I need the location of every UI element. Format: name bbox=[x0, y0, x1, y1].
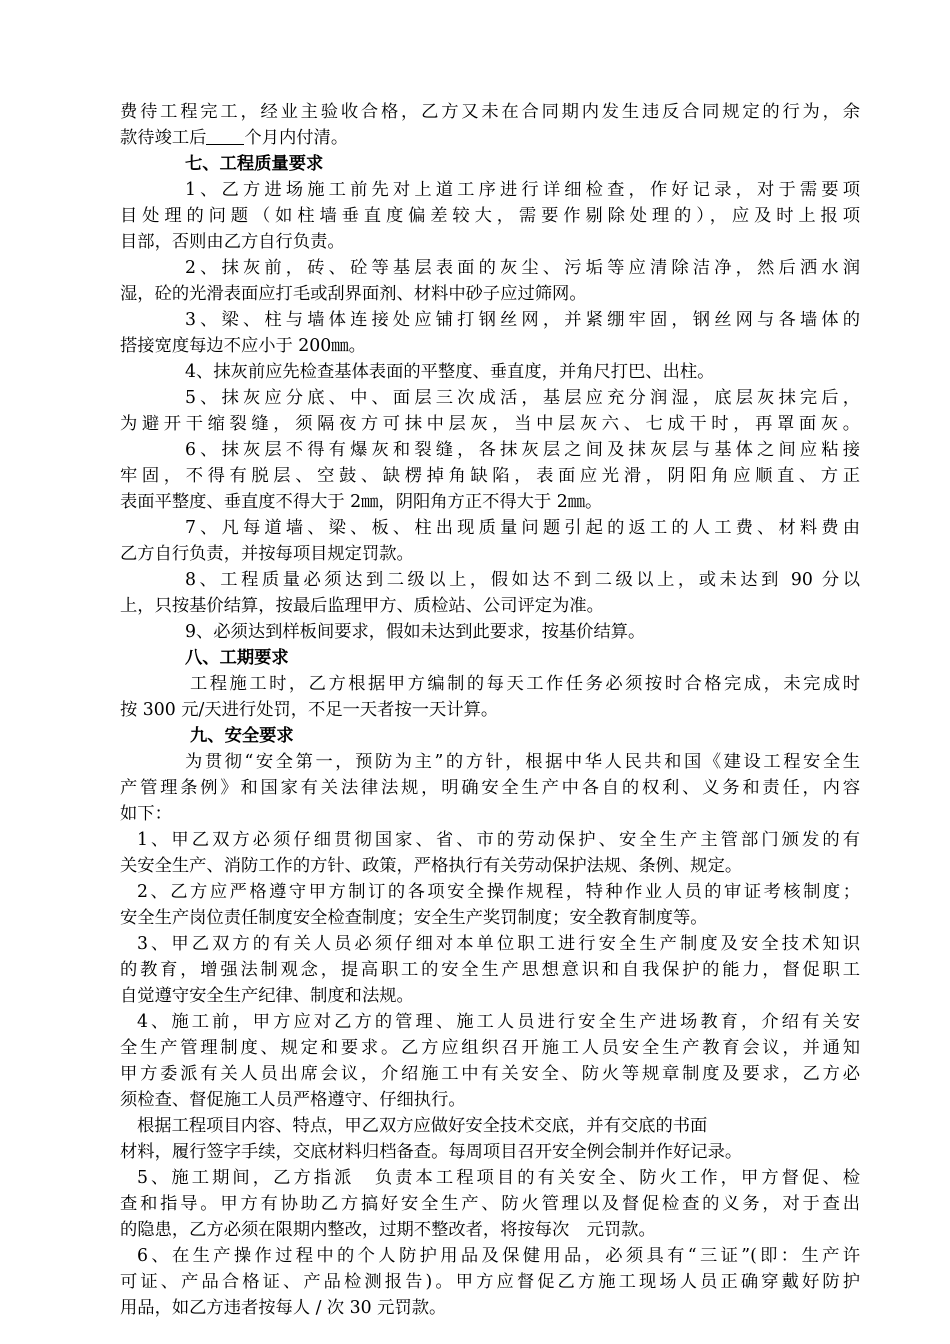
fill-in-blank bbox=[206, 127, 244, 145]
text-line: 关安全生产、消防工作的方针、政策，严格执行有关劳动保护法规、条例、规定。 bbox=[120, 856, 743, 876]
text-line: 目部，否则由乙方自行负责。 bbox=[120, 232, 345, 252]
text-line: 4、施工前，甲方应对乙方的管理、施工人员进行安全生产进场教育，介绍有关安 bbox=[137, 1012, 860, 1032]
text-line: 3、梁、柱与墙体连接处应铺打钢丝网，并紧绷牢固，钢丝网与各墙体的 bbox=[185, 310, 860, 330]
text-line: 搭接宽度每边不应小于 200㎜。 bbox=[120, 336, 366, 356]
text-line: 4、抹灰前应先检查基体表面的平整度、垂直度，并角尺打巴、出柱。 bbox=[185, 362, 715, 382]
text-line: 可证、产品合格证、产品检测报告)。甲方应督促乙方施工现场人员正确穿戴好防护 bbox=[120, 1272, 860, 1292]
text-line: 1、乙方进场施工前先对上道工序进行详细检查，作好记录，对于需要项 bbox=[185, 180, 860, 200]
text-line: 按 300 元/天进行处罚，不足一天者按一天计算。 bbox=[120, 700, 499, 720]
text-line: 乙方自行负责，并按每项目规定罚款。 bbox=[120, 544, 414, 564]
text-line: 为避开干缩裂缝，须隔夜方可抹中层灰，当中层灰六、七成干时，再罩面灰。 bbox=[120, 414, 860, 434]
text-line: 5、施工期间，乙方指派 负责本工程项目的有关安全、防火工作，甲方督促、检 bbox=[137, 1168, 860, 1188]
text-line: 须检查、督促施工人员严格遵守、仔细执行。 bbox=[120, 1090, 466, 1110]
text-line: 牢固，不得有脱层、空鼓、缺楞掉角缺陷，表面应光滑，阴阳角应顺直、方正 bbox=[120, 466, 860, 486]
text-line: 2、乙方应严格遵守甲方制订的各项安全操作规程，特种作业人员的审证考核制度； bbox=[137, 882, 860, 902]
text-line: 材料，履行签字手续，交底材料归档备查。每周项目召开安全例会制并作好记录。 bbox=[120, 1142, 743, 1162]
text-line: 用品，如乙方违者按每人 / 次 30 元罚款。 bbox=[120, 1298, 447, 1318]
text-line: 的隐患，乙方必须在限期内整改，过期不整改者，将按每次 元罚款。 bbox=[120, 1220, 656, 1240]
text-line: 表面平整度、垂直度不得大于 2㎜，阴阳角方正不得大于 2㎜。 bbox=[120, 492, 603, 512]
text-line: 为贯彻“安全第一，预防为主”的方针，根据中华人民共和国《建设工程安全生 bbox=[185, 752, 860, 772]
text-line: 产管理条例》和国家有关法律法规，明确安全生产中各自的权利、义务和责任，内容 bbox=[120, 778, 860, 798]
text-line bbox=[120, 126, 860, 150]
text-line: 全生产管理制度、规定和要求。乙方应组织召开施工人员安全生产教育会议，并通知 bbox=[120, 1038, 860, 1058]
text-line: 工程施工时，乙方根据甲方编制的每天工作任务必须按时合格完成，未完成时 bbox=[190, 674, 860, 694]
text-line: 7、凡每道墙、梁、板、柱出现质量问题引起的返工的人工费、材料费由 bbox=[185, 518, 860, 538]
text-line: 2、抹灰前，砖、砼等基层表面的灰尘、污垢等应清除洁净，然后洒水润 bbox=[185, 258, 860, 278]
text-line: 查和指导。甲方有协助乙方搞好安全生产、防火管理以及督促检查的义务，对于查出 bbox=[120, 1194, 860, 1214]
text-line: 甲方委派有关人员出席会议，介绍施工中有关安全、防火等规章制度及要求，乙方必 bbox=[120, 1064, 860, 1084]
text-line: 6、抹灰层不得有爆灰和裂缝，各抹灰层之间及抹灰层与基体之间应粘接 bbox=[185, 440, 860, 460]
text-line: 5、抹灰应分底、中、面层三次成活，基层应充分润湿，底层灰抹完后， bbox=[185, 388, 860, 408]
text-line: 3、甲乙双方的有关人员必须仔细对本单位职工进行安全生产制度及安全技术知识 bbox=[137, 934, 860, 954]
text-line: 自觉遵守安全生产纪律、制度和法规。 bbox=[120, 986, 414, 1006]
text-line: 1、甲乙双方必须仔细贯彻国家、省、市的劳动保护、安全生产主管部门颁发的有 bbox=[137, 830, 860, 850]
text-line: 如下： bbox=[120, 804, 172, 824]
text-line: 湿，砼的光滑表面应打毛或刮界面剂、材料中砂子应过筛网。 bbox=[120, 284, 587, 304]
text-line: 安全生产岗位责任制度安全检查制度；安全生产奖罚制度；安全教育制度等。 bbox=[120, 908, 708, 928]
section-heading: 八、工期要求 bbox=[185, 648, 289, 668]
text-line: 目处理的问题（如柱墙垂直度偏差较大，需要作剔除处理的），应及时上报项 bbox=[120, 206, 860, 226]
text-line: 9、必须达到样板间要求，假如未达到此要求，按基价结算。 bbox=[185, 622, 646, 642]
text-line: 费待工程完工，经业主验收合格，乙方又未在合同期内发生违反合同规定的行为，余 bbox=[120, 102, 860, 122]
text-line: 的教育，增强法制观念，提高职工的安全生产思想意识和自我保护的能力，督促职工 bbox=[120, 960, 860, 980]
text-line: 6、在生产操作过程中的个人防护用品及保健用品，必须具有“三证”(即：生产许 bbox=[137, 1246, 860, 1266]
text-line: 上，只按基价结算，按最后监理甲方、质检站、公司评定为准。 bbox=[120, 596, 604, 616]
text-line: 根据工程项目内容、特点，甲乙双方应做好安全技术交底，并有交底的书面 bbox=[137, 1116, 708, 1136]
text-segment: 款待竣工后 bbox=[120, 128, 207, 148]
text-line: 8、工程质量必须达到二级以上，假如达不到二级以上，或未达到 90 分以 bbox=[185, 570, 860, 590]
section-heading: 七、工程质量要求 bbox=[185, 154, 324, 174]
text-segment: 个月内付清。 bbox=[244, 128, 349, 148]
section-heading: 九、安全要求 bbox=[190, 726, 294, 746]
